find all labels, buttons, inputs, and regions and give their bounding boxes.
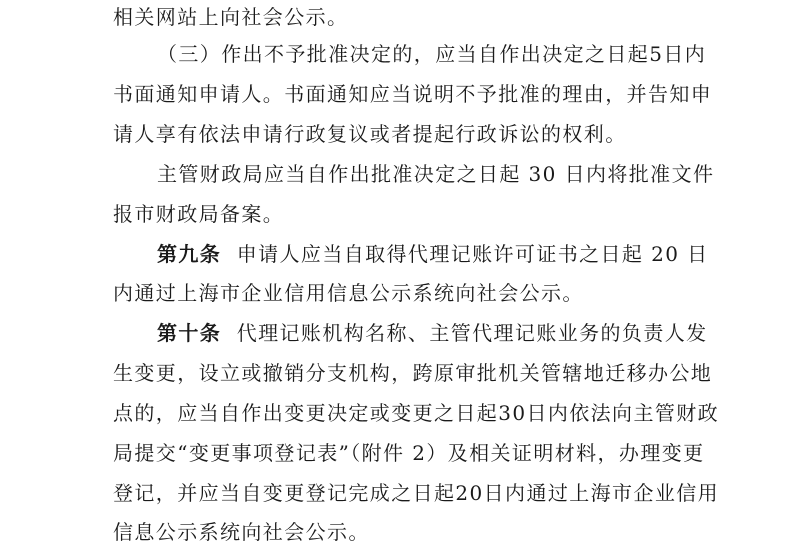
text-line: 主管财政局应当自作出批准决定之日起 30 日内将批准文件 xyxy=(157,162,715,186)
article-10-line xyxy=(157,318,708,348)
text-line: 点的，应当自作出变更决定或变更之日起30日内依法向主管财政 xyxy=(113,401,720,425)
article-9-text: 申请人应当自取得代理记账许可证书之日起 20 日 xyxy=(236,242,709,266)
article-10-text: 代理记账机构名称、主管代理记账业务的负责人发 xyxy=(236,321,708,345)
text-line: 生变更，设立或撤销分支机构，跨原审批机关管辖地迁移办公地 xyxy=(113,361,713,385)
text-line: 相关网站上向社会公示。 xyxy=(113,5,349,29)
text-line: 报市财政局备案。 xyxy=(113,202,285,226)
article-9-heading: 第九条 xyxy=(157,242,222,266)
text-line: 局提交“变更事项登记表”（附件 2）及相关证明材料，办理变更 xyxy=(113,441,705,465)
text-line: 请人享有依法申请行政复议或者提起行政诉讼的权利。 xyxy=(113,122,627,146)
text-line: 登记，并应当自变更登记完成之日起20日内通过上海市企业信用 xyxy=(113,481,720,505)
text-line: 内通过上海市企业信用信息公示系统向社会公示。 xyxy=(113,281,584,305)
text-line: 书面通知申请人。书面通知应当说明不予批准的理由，并告知申 xyxy=(113,82,713,106)
text-line: 信息公示系统向社会公示。 xyxy=(113,520,370,544)
text-line: （三）作出不予批准决定的，应当自作出决定之日起5日内 xyxy=(157,42,707,66)
article-9-line xyxy=(157,239,709,269)
article-10-heading: 第十条 xyxy=(157,321,222,345)
